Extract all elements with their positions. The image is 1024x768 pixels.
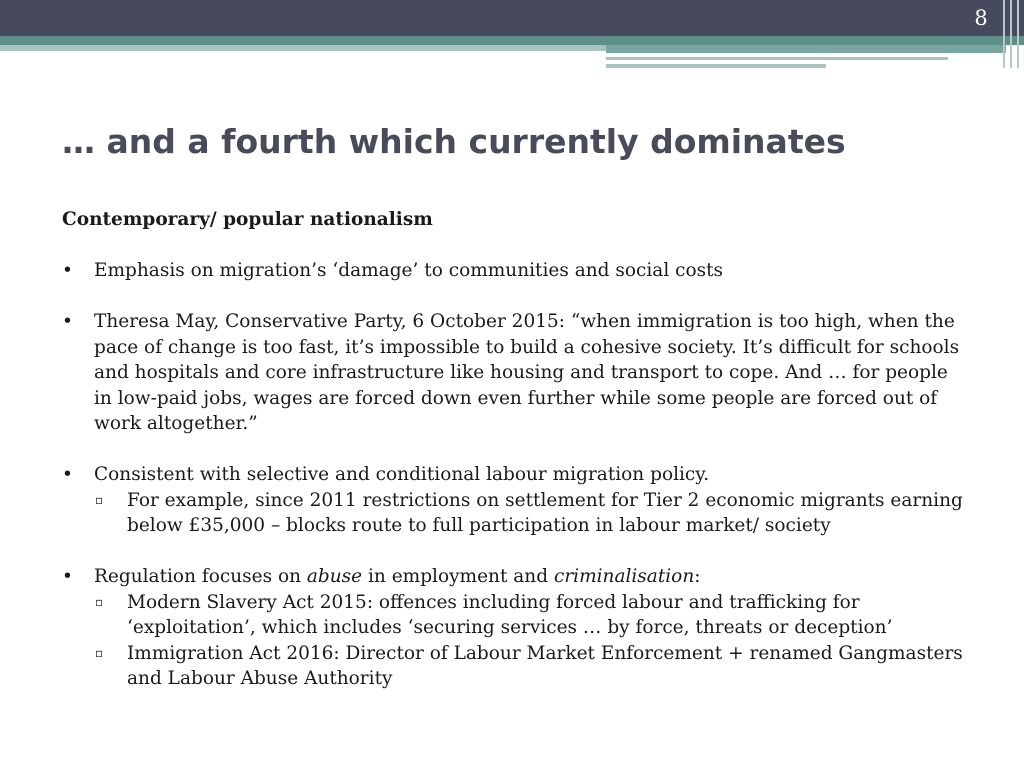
sub-bullet-item (62, 641, 972, 692)
bullet-item (62, 564, 972, 590)
bullet-text-part: Regulation focuses on (94, 566, 307, 587)
header-stripe (606, 45, 1006, 53)
sub-bullet-line: Immigration Act 2016: Director of Labour Market Enforcement + renamed Gangmasters (127, 642, 963, 664)
sub-bullet-item (62, 488, 972, 539)
sub-bullet-icon: ▫ (95, 645, 104, 660)
header-stripe (0, 45, 606, 51)
bullet-text: Consistent with selective and conditional labour migration policy. (94, 464, 710, 485)
header-stripe (606, 64, 826, 68)
bullet-icon: • (62, 464, 73, 485)
emphasis-text: abuse (306, 566, 363, 587)
header-stripe (0, 36, 1024, 45)
sub-bullet-icon: ▫ (95, 594, 104, 609)
sub-bullet-icon: ▫ (95, 492, 104, 507)
sub-bullet-line: below £35,000 – blocks route to full participation in labour market/ society (127, 515, 831, 536)
bullet-item (62, 309, 972, 437)
bullet-text-part: in employment and (362, 566, 554, 587)
page-number: 8 (974, 6, 988, 30)
bullet-icon: • (62, 311, 73, 332)
bullet-line: Theresa May, Conservative Party, 6 October 2015: “when immigration is too high, when the (94, 311, 955, 332)
bullet-item (62, 258, 972, 284)
bullet-line: work altogether.” (94, 413, 258, 434)
header-divider (1003, 0, 1005, 68)
section-subtitle: Contemporary/ popular nationalism (62, 209, 433, 230)
slide-title: … and a fourth which currently dominates (62, 122, 846, 161)
header-divider (1010, 0, 1012, 68)
bullet-icon: • (62, 566, 73, 587)
bullet-text-part: : (694, 566, 701, 587)
sub-bullet-item (62, 590, 972, 641)
sub-bullet-line: ‘exploitation’, which includes ‘securing services … by force, threats or deception’ (127, 617, 893, 638)
bullet-icon: • (62, 260, 73, 281)
emphasis-text: criminalisation (553, 566, 695, 587)
header-bar (0, 0, 1024, 36)
bullet-text: Emphasis on migration’s ‘damage’ to communities and social costs (94, 260, 724, 281)
sub-bullet-line: For example, since 2011 restrictions on settlement for Tier 2 economic migrants earning (127, 489, 963, 511)
sub-bullet-line: Modern Slavery Act 2015: offences including forced labour and trafficking for (127, 591, 860, 613)
sub-bullet-line: and Labour Abuse Authority (127, 668, 393, 689)
bullet-line: in low-paid jobs, wages are forced down even further while some people are forced out of (94, 387, 938, 409)
header-stripe (606, 57, 948, 60)
bullet-item (62, 462, 972, 488)
slide-body (62, 207, 972, 692)
bullet-line: and hospitals and core infrastructure like housing and transport to cope. And … for people (94, 362, 948, 383)
bullet-line: pace of change is too fast, it’s impossible to build a cohesive society. It’s difficult for schools (94, 336, 960, 358)
header-divider (1017, 0, 1019, 68)
